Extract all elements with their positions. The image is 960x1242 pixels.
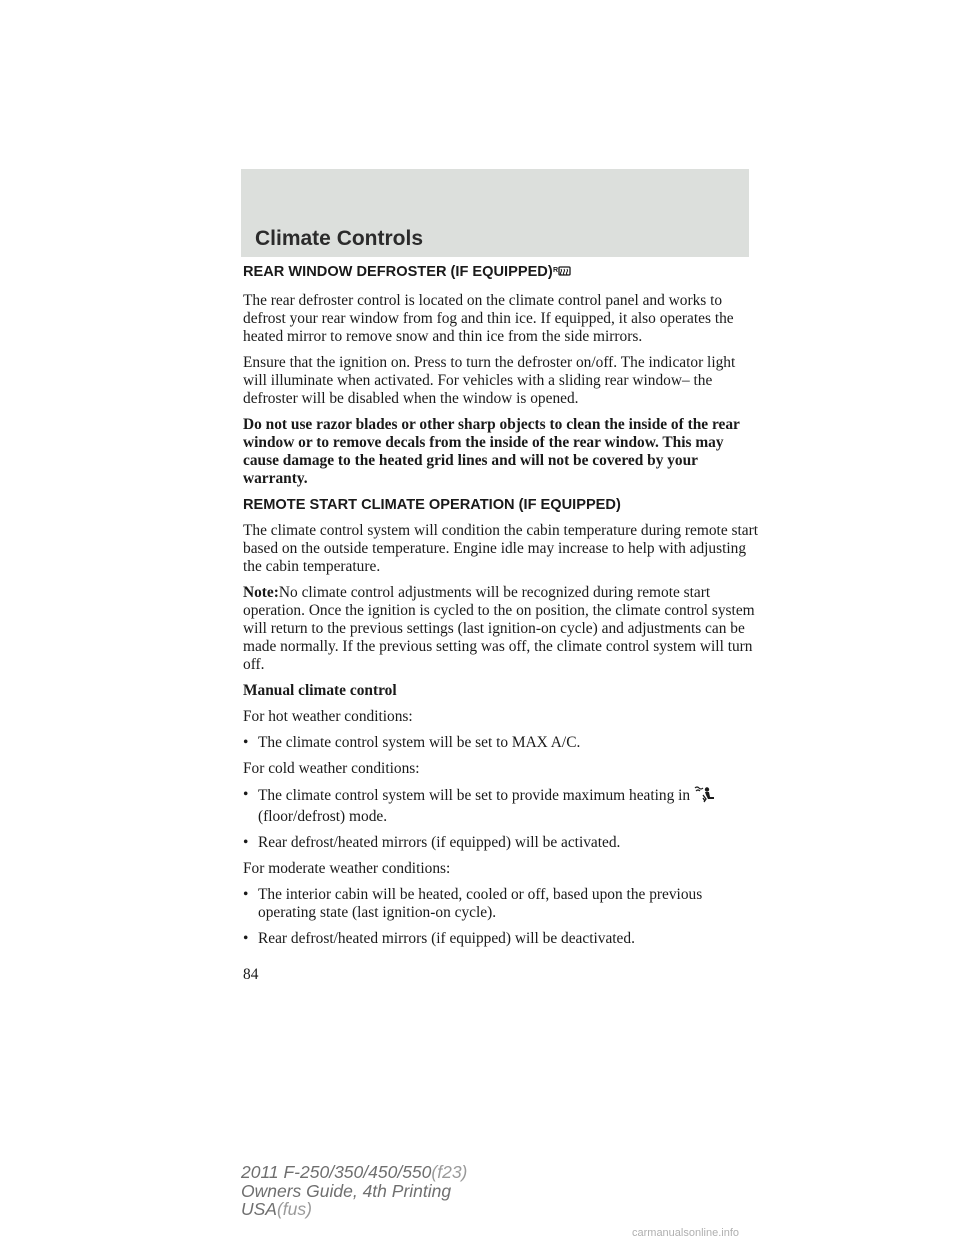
list-item: • Rear defrost/heated mirrors (if equipped) will be activated. bbox=[243, 834, 621, 851]
page-title: Climate Controls bbox=[255, 227, 424, 250]
rear-defroster-paragraph-2: Ensure that the ignition on. Press to turn the defroster on/off. The indicator light will illuminate when activated. For vehicles with a sliding rear window– the defroster will be disabled when the window is opened. bbox=[243, 354, 736, 407]
hot-weather-intro: For hot weather conditions: bbox=[243, 708, 413, 725]
rear-defroster-warning: Do not use razor blades or other sharp objects to clean the inside of the rear window or to remove decals from the inside of the rear window. This may cause damage to the heated grid lines and will not be covered by your warranty. bbox=[243, 416, 740, 487]
svg-text:R: R bbox=[552, 267, 558, 274]
rear-defroster-paragraph-1: The rear defroster control is located on the climate control panel and works to defrost your rear window from fog and thin ice. If equipped, it also operates the heated mirror to remove snow and thin ice from the side mirrors. bbox=[243, 292, 734, 345]
bullet-icon: • bbox=[243, 834, 249, 851]
remote-start-note bbox=[243, 584, 758, 674]
page-content bbox=[243, 263, 758, 956]
bullet-icon: • bbox=[243, 886, 249, 903]
note-label: Note: bbox=[243, 584, 279, 601]
list-item: • The climate control system will be set to MAX A/C. bbox=[243, 734, 581, 751]
section-header-band bbox=[241, 169, 749, 257]
floor-defrost-icon bbox=[694, 786, 716, 808]
watermark: carmanualsonline.info bbox=[632, 1227, 740, 1239]
remote-start-paragraph-1: The climate control system will condition the cabin temperature during remote start based on the outside temperature. Engine idle may increase to help with adjusting the cabin temperature. bbox=[243, 522, 759, 575]
bullet-icon: • bbox=[243, 930, 249, 947]
page-number: 84 bbox=[243, 966, 259, 983]
manual-climate-heading: Manual climate control bbox=[243, 682, 397, 699]
rear-defrost-icon bbox=[553, 265, 571, 284]
remote-start-heading: REMOTE START CLIMATE OPERATION (IF EQUIPPED) bbox=[243, 497, 621, 513]
document-footer: 2011 F-250/350/450/550(f23) Owners Guide, 4th Printing USA(fus) bbox=[241, 1162, 468, 1219]
moderate-weather-intro: For moderate weather conditions: bbox=[243, 860, 451, 877]
rear-defroster-heading: REAR WINDOW DEFROSTER (IF EQUIPPED) R bbox=[243, 263, 758, 284]
list-item: • The climate control system will be set to provide maximum heating in (floor/defrost) mode. bbox=[243, 786, 758, 826]
bullet-icon: • bbox=[243, 734, 249, 751]
bullet-icon: • bbox=[243, 786, 249, 803]
cold-weather-intro: For cold weather conditions: bbox=[243, 760, 420, 777]
note-text: No climate control adjustments will be recognized during remote start operation. Once the ignition is cycled to the on position, the climate control system will return to the previous settings (last ignition-on cycle) and adjustments can be made normally. If the previous setting was off, the climate control system will turn off. bbox=[243, 584, 755, 673]
list-item: • Rear defrost/heated mirrors (if equipped) will be deactivated. bbox=[243, 930, 635, 947]
list-item: • The interior cabin will be heated, cooled or off, based upon the previous operating state (last ignition-on cycle). bbox=[243, 886, 703, 921]
